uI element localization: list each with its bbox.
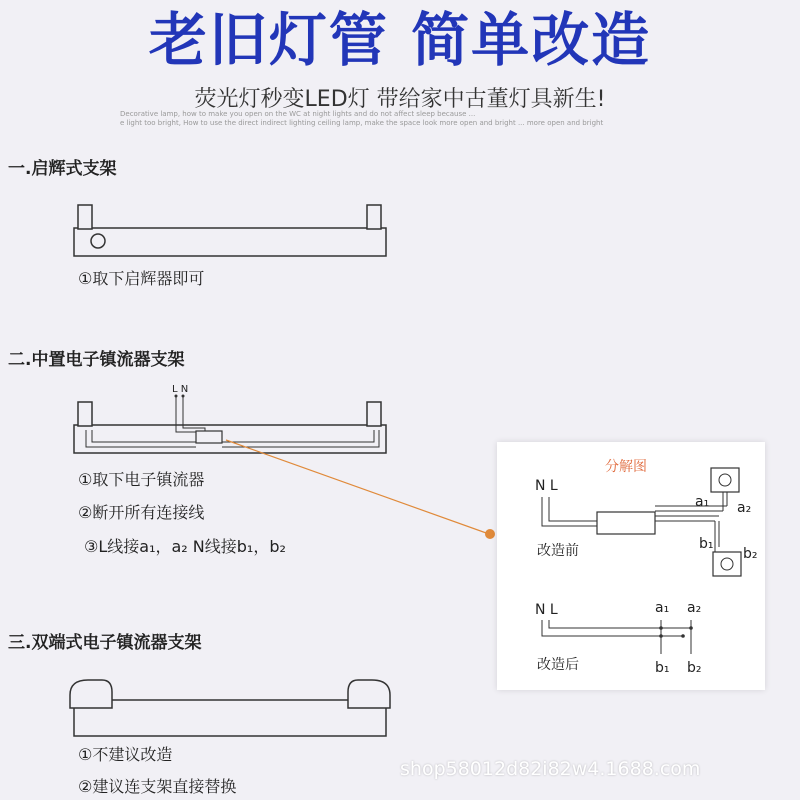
center-ballast-bracket (74, 402, 386, 453)
after-b1: b₁ (655, 660, 670, 676)
section-1-step-1: ①取下启辉器即可 (78, 269, 205, 288)
pointer-line (226, 440, 489, 534)
tiny-caption-2: e light too bright, How to use the direct indirect lighting ceiling lamp, make the space look more open and bright ... more open and bright (120, 119, 604, 127)
section-2-step-3: ③L线接a₁，a₂ N线接b₁，b₂ (84, 537, 286, 556)
page-subtitle: 荧光灯秒变LED灯 带给家中古董灯具新生! (194, 87, 606, 112)
section-2-step-1: ①取下电子镇流器 (78, 470, 205, 489)
before-b2: b₂ (743, 546, 758, 562)
page-title: 老旧灯管 简单改造 (148, 6, 652, 74)
before-a1: a₁ (695, 494, 710, 510)
ballast-icon (196, 431, 222, 443)
section-2-step-2: ②断开所有连接线 (78, 503, 205, 522)
starter-icon (91, 234, 105, 248)
tiny-caption-1: Decorative lamp, how to make you open on the WC at night lights and do not affect sleep because ... (120, 110, 476, 118)
after-b2: b₂ (687, 660, 702, 676)
panel-wiring (497, 442, 765, 690)
panel-title: 分解图 (605, 459, 647, 475)
before-a2: a₂ (737, 500, 752, 516)
section-3-title: 三.双端式电子镇流器支架 (8, 633, 202, 653)
before-label: 改造前 (537, 543, 579, 559)
socket-icon (713, 552, 741, 576)
after-a2: a₂ (687, 600, 702, 616)
after-nl-label: N L (535, 602, 558, 618)
socket-icon (711, 468, 739, 492)
before-nl-label: N L (535, 478, 558, 494)
section-2-title: 二.中置电子镇流器支架 (8, 350, 185, 370)
after-a1: a₁ (655, 600, 670, 616)
section-3-step-2: ②建议连支架直接替换 (78, 777, 237, 796)
watermark: shop58012d82i82w4.1688.com (400, 758, 701, 780)
section-1-title: 一.启辉式支架 (8, 159, 117, 179)
wire-label-ln: L N (172, 384, 189, 395)
starter-bracket (74, 205, 386, 256)
double-end-bracket (70, 680, 390, 736)
before-b1: b₁ (699, 536, 714, 552)
after-label: 改造后 (537, 657, 579, 673)
section-3-step-1: ①不建议改造 (78, 745, 173, 764)
ballast-icon (597, 512, 655, 534)
exploded-view-panel (497, 442, 765, 690)
